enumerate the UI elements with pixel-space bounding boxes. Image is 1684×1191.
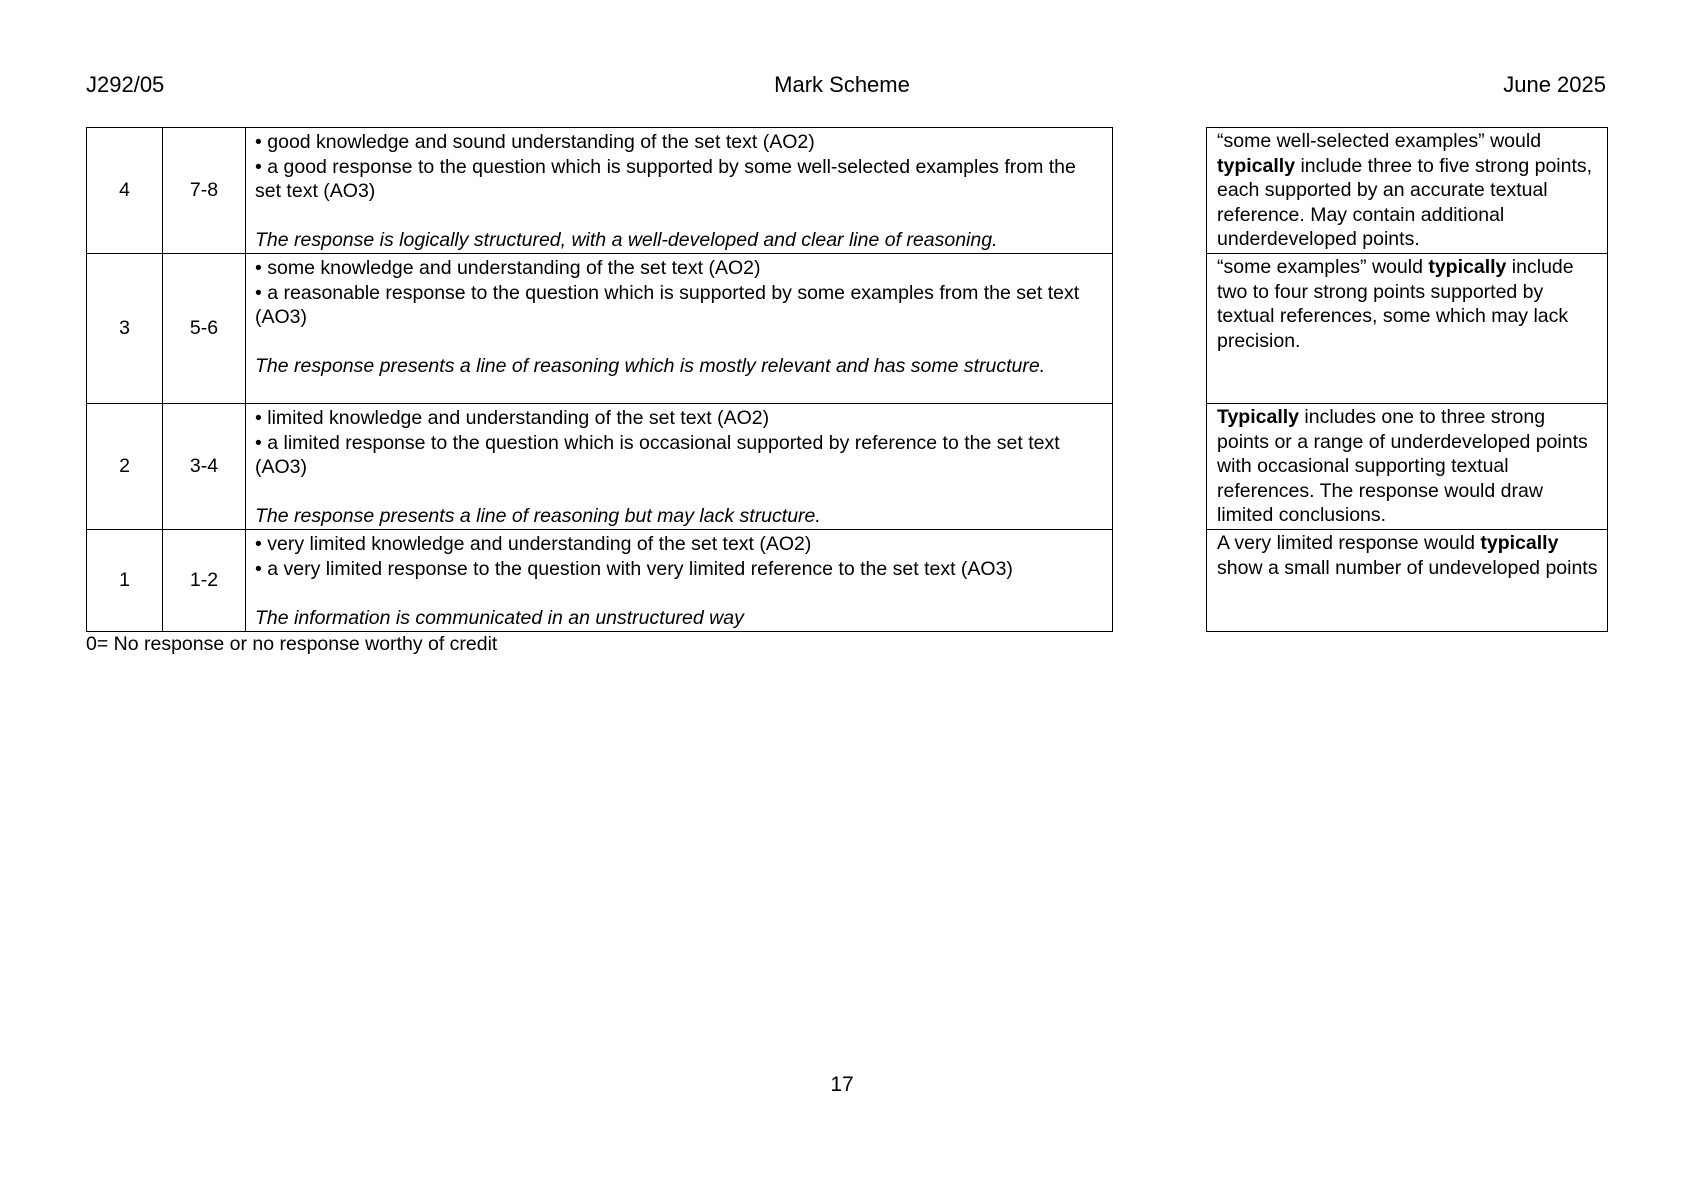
level-number: 2 [87,404,163,530]
guidance-row-4 [1207,128,1608,254]
guidance-cell: Typically includes one to three strong points or a range of underdeveloped points with occasional supporting textual references. The response would draw limited conclusions. [1207,404,1608,530]
level-number: 1 [87,530,163,632]
mark-range: 3-4 [163,404,246,530]
level-descriptor [246,404,1113,530]
levels-table [86,127,1113,632]
mark-range: 7-8 [163,128,246,254]
descriptor-bullet: • a limited response to the question which is occasional supported by reference to the set text (AO3) [255,431,1104,480]
guidance-row-3 [1207,254,1608,404]
level-descriptor [246,530,1113,632]
emphasis-typically: typically [1428,256,1507,278]
guidance-cell: “some well-selected examples” would typically include three to five strong points, each supported by an accurate textual reference. May contain additional underdeveloped points. [1207,128,1608,254]
descriptor-bullet: • a good response to the question which is supported by some well-selected examples from the set text (AO3) [255,155,1104,204]
emphasis-typically: Typically [1217,406,1300,428]
level-number: 3 [87,254,163,404]
level-row-4 [87,128,1113,254]
guidance-cell: A very limited response would typically show a small number of undeveloped points [1207,530,1608,632]
level-summary: The response presents a line of reasoning but may lack structure. [255,505,821,527]
paper-code: J292/05 [86,72,165,97]
level-summary: The response presents a line of reasoning which is mostly relevant and has some structure. [255,355,1046,377]
emphasis-typically: typically [1480,532,1559,554]
level-summary: The response is logically structured, with a well-developed and clear line of reasoning. [255,229,998,251]
descriptor-bullet: • some knowledge and understanding of the set text (AO2) [255,256,1104,281]
guidance-row-2 [1207,404,1608,530]
emphasis-typically: typically [1217,154,1296,177]
document-title: Mark Scheme [774,72,910,97]
exam-date: June 2025 [1503,72,1606,97]
level-number: 4 [87,128,163,254]
zero-mark-note: 0= No response or no response worthy of credit [86,633,498,655]
mark-range: 1-2 [163,530,246,632]
descriptor-bullet: • good knowledge and sound understanding of the set text (AO2) [255,130,1104,155]
page-number: 17 [830,1073,854,1096]
descriptor-bullet: • a very limited response to the question with very limited reference to the set text (AO3) [255,557,1104,582]
guidance-cell: “some examples” would typically include two to four strong points supported by textual references, some which may lack precision. [1207,254,1608,404]
level-row-3 [87,254,1113,404]
level-row-1 [87,530,1113,632]
level-summary: The information is communicated in an unstructured way [255,606,744,629]
level-row-2 [87,404,1113,530]
descriptor-bullet: • limited knowledge and understanding of the set text (AO2) [255,406,1104,431]
level-descriptor [246,128,1113,254]
descriptor-bullet: • a reasonable response to the question which is supported by some examples from the set text (AO3) [255,281,1104,330]
mark-range: 5-6 [163,254,246,404]
guidance-table [1206,127,1608,632]
level-descriptor [246,254,1113,404]
guidance-row-1 [1207,530,1608,632]
descriptor-bullet: • very limited knowledge and understanding of the set text (AO2) [255,532,1104,557]
